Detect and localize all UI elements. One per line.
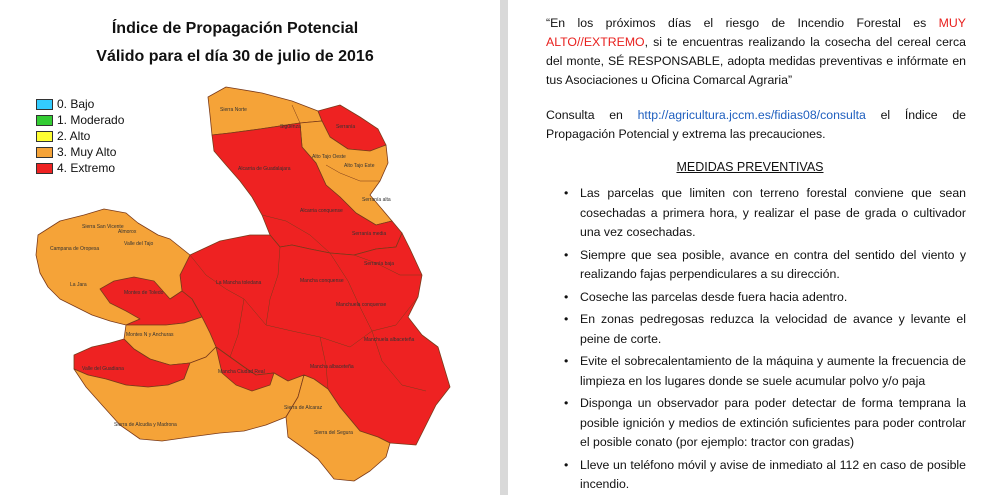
svg-text:Sierra Norte: Sierra Norte (220, 107, 247, 113)
svg-text:La Mancha toledana: La Mancha toledana (216, 280, 262, 286)
svg-text:Montes de Toledo: Montes de Toledo (124, 290, 164, 296)
text-panel (510, 0, 990, 495)
svg-text:Serranía baja: Serranía baja (364, 261, 395, 267)
legend-item: 4. Extremo (36, 160, 124, 176)
svg-text:Manchuela conquense: Manchuela conquense (336, 302, 387, 308)
list-item: • Las parcelas que limiten con terreno forestal conviene que sean cosechadas a primera hora, y realizar el pase de grada o cultivador una vez cosechadas. (546, 184, 966, 243)
svg-text:Serranía: Serranía (336, 124, 356, 130)
list-item: • Coseche las parcelas desde fuera hacia adentro. (546, 288, 966, 308)
measures-list (546, 184, 966, 498)
svg-text:Valle del Tajo: Valle del Tajo (124, 241, 154, 247)
panel-divider (500, 0, 508, 495)
legend-swatch (36, 131, 53, 142)
svg-text:Sierra del Segura: Sierra del Segura (314, 430, 353, 436)
map-subtitle: Válido para el día 30 de julio de 2016 (96, 48, 374, 65)
svg-text:Montes N y Anchuras: Montes N y Anchuras (126, 332, 174, 338)
svg-text:Sierra San Vicente: Sierra San Vicente (82, 224, 124, 230)
risk-highlight: MUY ALTO//EXTREMO (546, 16, 966, 49)
svg-text:Mancha Ciudad Real: Mancha Ciudad Real (218, 369, 265, 375)
svg-text:Manchuela albaceteña: Manchuela albaceteña (364, 337, 415, 343)
legend-swatch (36, 99, 53, 110)
svg-text:Valle del Guadiana: Valle del Guadiana (82, 366, 124, 372)
legend-item: 0. Bajo (36, 96, 124, 112)
svg-text:Sigüenza: Sigüenza (280, 124, 301, 130)
list-item: • Siempre que sea posible, avance en contra del sentido del viento y realizando fajas perpendiculares a su dirección. (546, 246, 966, 285)
svg-text:Sierra de Alcudia y Madrona: Sierra de Alcudia y Madrona (114, 422, 177, 428)
map-title: Índice de Propagación Potencial (111, 20, 359, 37)
map-legend (36, 96, 124, 176)
svg-text:Alcarria de Guadalajara: Alcarria de Guadalajara (238, 166, 291, 172)
svg-text:Almorox: Almorox (118, 229, 137, 235)
legend-swatch (36, 147, 53, 158)
svg-text:Mancha conquense: Mancha conquense (300, 278, 344, 284)
svg-text:Alto Tajo Este: Alto Tajo Este (344, 163, 375, 169)
consult-link[interactable]: http://agricultura.jccm.es/fidias08/consulta (637, 108, 866, 122)
list-item: • Evite el sobrecalentamiento de la máquina y aumente la frecuencia de limpieza en los lugares donde se suele acumular polvo y/o paja (546, 352, 966, 391)
svg-text:Sierra de Alcaraz: Sierra de Alcaraz (284, 405, 323, 411)
legend-item: 1. Moderado (36, 112, 124, 128)
legend-item: 3. Muy Alto (36, 144, 124, 160)
measures-heading: MEDIDAS PREVENTIVAS (676, 160, 824, 174)
consult-paragraph: Consulta en http://agricultura.jccm.es/fidias08/consulta el Índice de Propagación Potencial y extrema las precauciones. (546, 108, 967, 141)
svg-text:Alcarria conquense: Alcarria conquense (300, 208, 343, 214)
svg-text:Serranía alta: Serranía alta (362, 197, 391, 203)
legend-item: 2. Alto (36, 128, 124, 144)
svg-text:Mancha albaceteña: Mancha albaceteña (310, 364, 354, 370)
list-item: • Disponga un observador para poder detectar de forma temprana la posible ignición y medios de extinción suficientes para poder controlar el posible conato (por ejemplo: tractor con gradas) (546, 394, 966, 453)
list-item: • En zonas pedregosas reduzca la velocidad de avance y levante el peine de corte. (546, 310, 966, 349)
svg-text:La Jara: La Jara (70, 282, 87, 288)
legend-swatch (36, 115, 53, 126)
svg-text:Serranía media: Serranía media (352, 231, 387, 237)
intro-paragraph: “En los próximos días el riesgo de Incendio Forestal es MUY ALTO//EXTREMO, si te encuentras realizando la cosecha del cereal cerca del monte, SÉ RESPONSABLE, adopta medidas preventivas e infórmate en tus Asociaciones u Oficina Comarcal Agraria” (546, 16, 966, 87)
svg-text:Campana de Oropesa: Campana de Oropesa (50, 246, 100, 252)
list-item: • Lleve un teléfono móvil y avise de inmediato al 112 en caso de posible incendio. (546, 456, 966, 495)
svg-text:Alto Tajo Oeste: Alto Tajo Oeste (312, 154, 346, 160)
legend-swatch (36, 163, 53, 174)
